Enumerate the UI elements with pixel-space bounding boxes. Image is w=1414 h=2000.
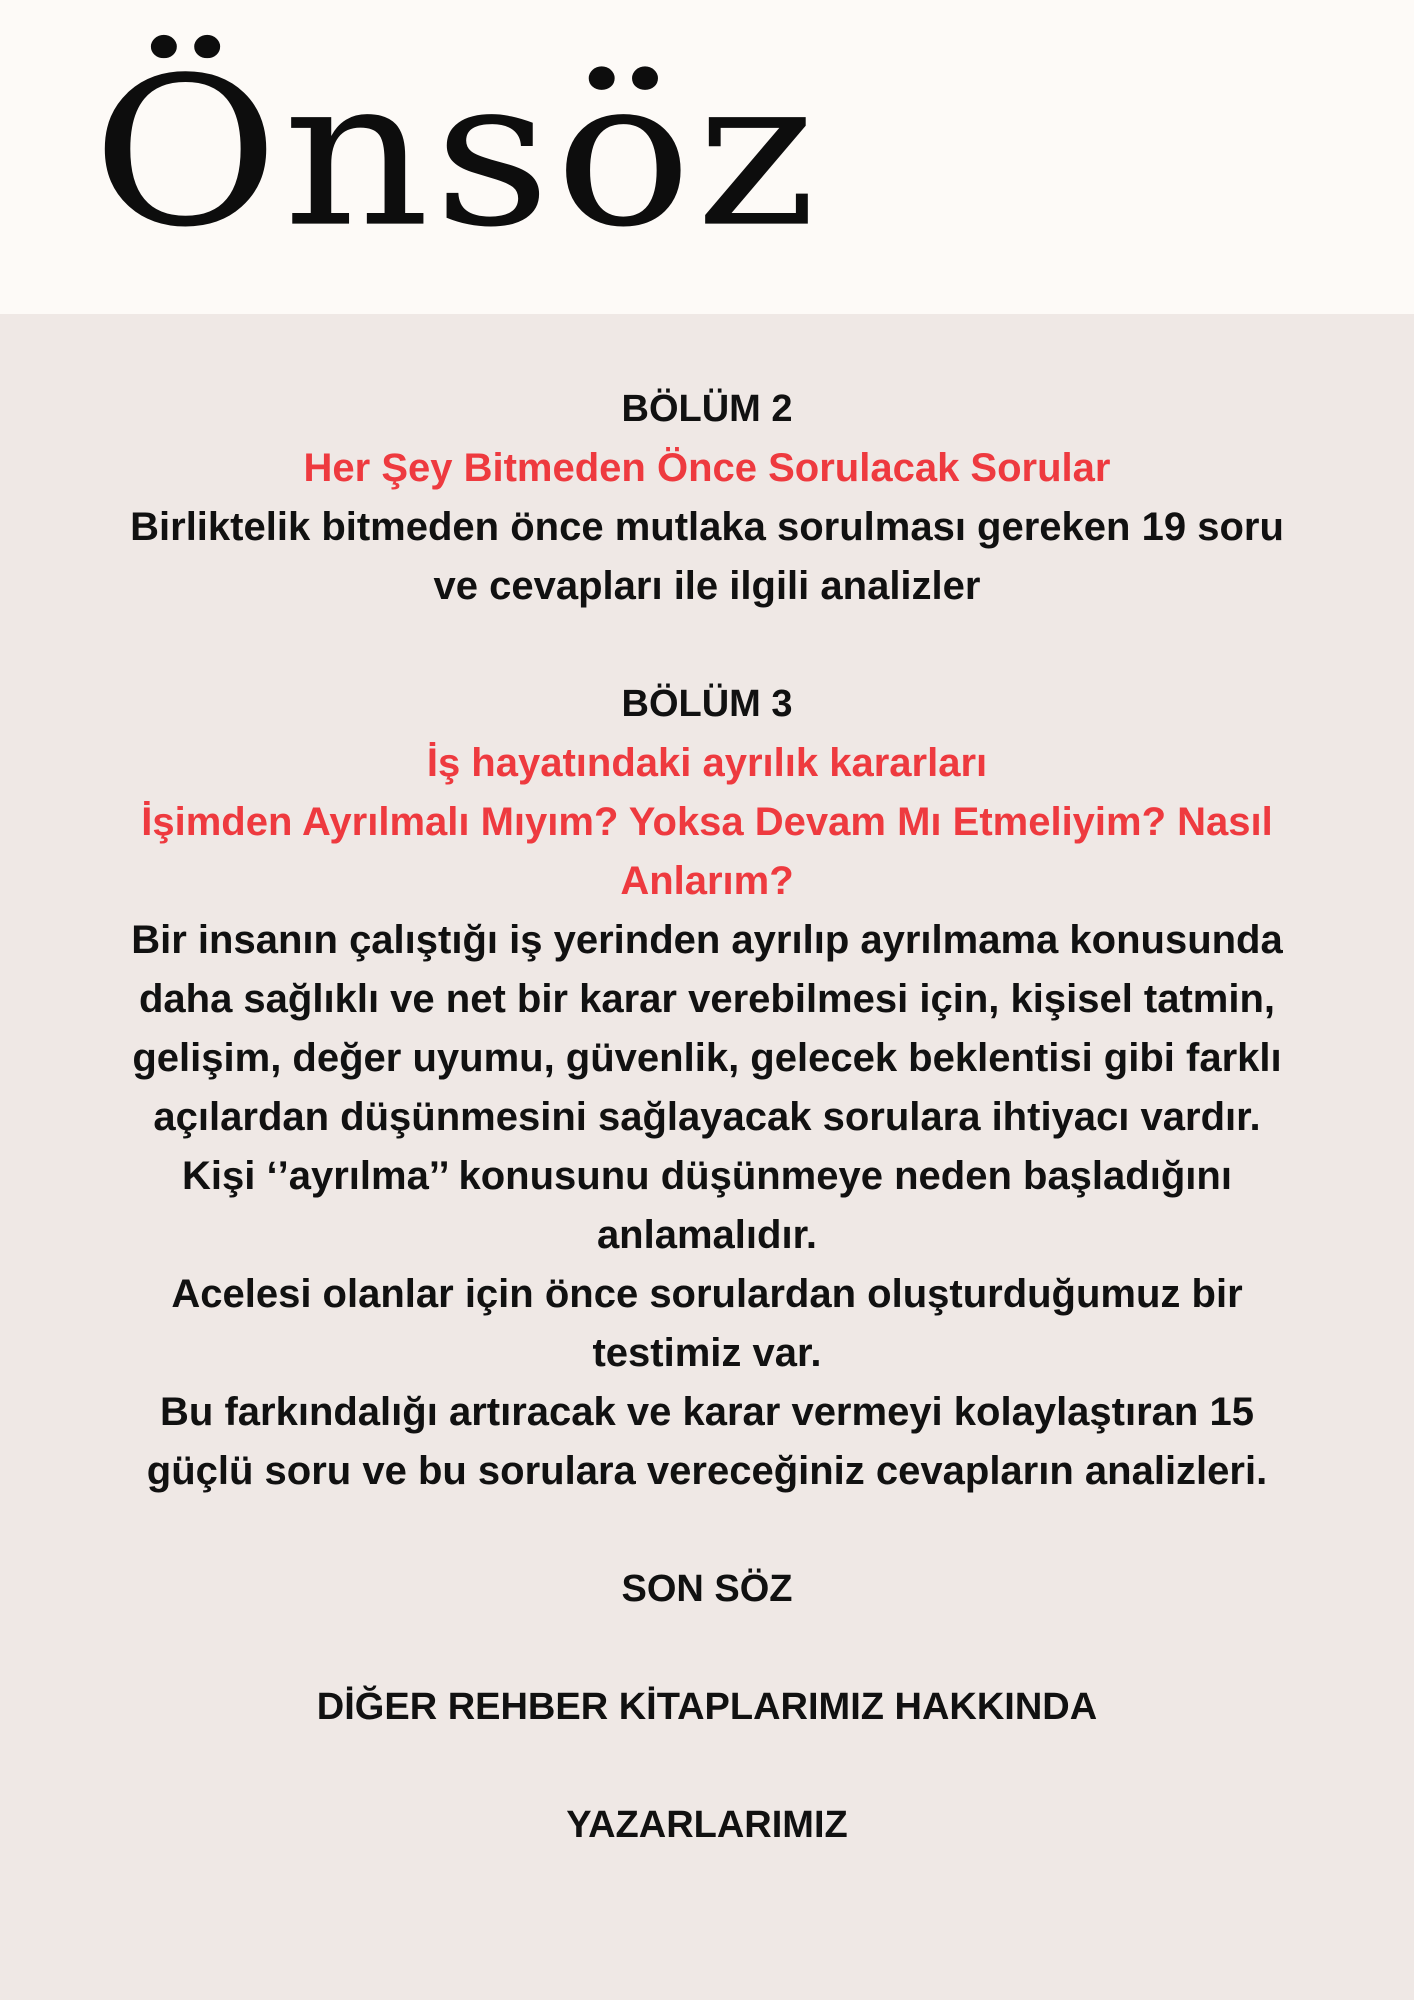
spacer	[40, 1619, 1374, 1678]
section-2-description-line: ve cevapları ile ilgili analizler	[433, 564, 981, 608]
closing-heading-other-books: DİĞER REHBER KİTAPLARIMIZ HAKKINDA	[316, 1686, 1098, 1728]
section-3-description-line: gelişim, değer uyumu, güvenlik, gelecek beklentisi gibi farklı	[132, 1036, 1282, 1080]
page-title: Önsöz	[92, 32, 821, 273]
section-3-description-line: Bir insanın çalıştığı iş yerinden ayrılıp ayrılmama konusunda	[131, 918, 1283, 962]
closing-heading-son-soz: SON SÖZ	[621, 1568, 793, 1610]
section-3-description-line: Bu farkındalığı artıracak ve karar vermeyi kolaylaştıran 15	[160, 1390, 1254, 1434]
section-3-description-line: testimiz var.	[592, 1331, 822, 1375]
section-3-description-line: Kişi ‘’ayrılma’’ konusunu düşünmeye neden başladığını	[182, 1154, 1232, 1198]
section-3-description-line: daha sağlıklı ve net bir karar verebilmesi için, kişisel tatmin,	[138, 977, 1276, 1021]
spacer	[40, 1737, 1374, 1796]
closing-heading-authors: YAZARLARIMIZ	[566, 1804, 848, 1846]
section-2-heading: BÖLÜM 2	[621, 388, 793, 430]
spacer	[40, 616, 1374, 675]
section-2-description-line: Birliktelik bitmeden önce mutlaka sorulması gereken 19 soru	[130, 505, 1284, 549]
section-3-subtitle-line: İşimden Ayrılmalı Mıyım? Yoksa Devam Mı Etmeliyim? Nasıl	[141, 800, 1273, 844]
section-3-subtitle-line: Anlarım?	[620, 859, 794, 903]
section-2-subtitle: Her Şey Bitmeden Önce Sorulacak Sorular	[303, 446, 1111, 490]
section-3-heading: BÖLÜM 3	[621, 683, 793, 725]
section-3-description-line: anlamalıdır.	[596, 1213, 818, 1257]
table-of-contents	[40, 380, 1374, 1855]
section-3-description-line: güçlü soru ve bu sorulara vereceğiniz cevapların analizleri.	[146, 1449, 1268, 1493]
title-banner	[0, 0, 1414, 314]
spacer	[40, 1501, 1374, 1560]
section-3-description-line: Acelesi olanlar için önce sorulardan oluşturduğumuz bir	[171, 1272, 1243, 1316]
section-3-subtitle-line: İş hayatındaki ayrılık kararları	[426, 741, 988, 785]
section-3-description-line: açılardan düşünmesini sağlayacak sorulara ihtiyacı vardır.	[153, 1095, 1261, 1139]
